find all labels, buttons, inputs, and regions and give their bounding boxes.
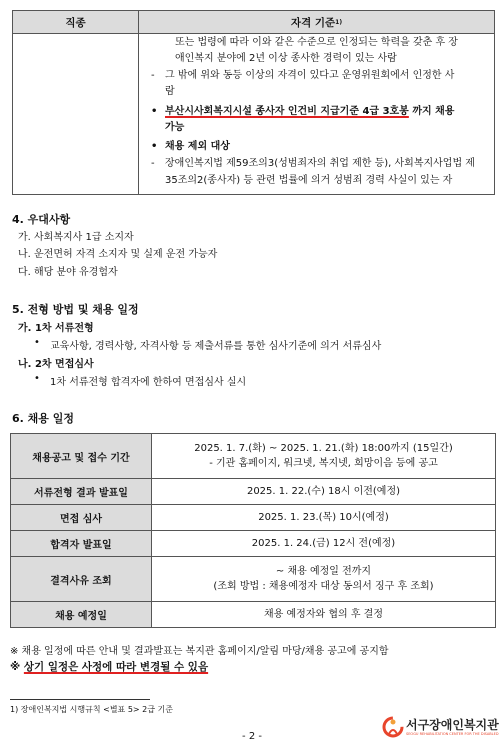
- bullet-icon: •: [34, 373, 40, 384]
- bullet-icon: •: [151, 141, 158, 152]
- schedule-label: 채용 예정일: [11, 602, 152, 627]
- footnote-divider: [10, 699, 150, 700]
- job-type-cell: [13, 34, 139, 194]
- criteria-line: 애인복지 분야에 2년 이상 종사한 경력이 있는 사람: [175, 53, 397, 64]
- schedule-label: 결격사유 조회: [11, 557, 152, 601]
- center-logo-name: 서구장애인복지관: [406, 718, 499, 732]
- schedule-change-note: ※ 상기 일정은 사정에 따라 변경될 수 있음: [10, 661, 209, 673]
- salary-criteria: 부산시사회복지시설 종사자 인건비 지급기준 4급 3호봉 까지 채용: [165, 106, 455, 117]
- table-row: [11, 434, 495, 479]
- table-row: [11, 479, 495, 505]
- interview-title: 나. 2차 면접심사: [18, 359, 94, 370]
- schedule-value: 2025. 1. 22.(수) 18시 이전(예정): [246, 486, 401, 497]
- salary-criteria-cont: 가능: [165, 122, 185, 133]
- qualification-table-body: [13, 34, 494, 194]
- header-criteria: 자격 기준 1): [290, 16, 343, 29]
- dash-marker: -: [151, 158, 155, 169]
- schedule-value: 2025. 1. 24.(금) 12시 전(예정): [251, 538, 396, 549]
- header-job-type: 직종: [13, 11, 139, 33]
- center-logo-subtitle: SEOGU REHABILITATION CENTER FOR THE DISABLED: [406, 732, 499, 736]
- criteria-cell: [139, 34, 494, 194]
- footnote: 1) 장애인복지법 시행규칙 <별표 5> 2급 기준: [10, 705, 173, 714]
- table-row: [11, 505, 495, 531]
- interview-text: 1차 서류전형 합격자에 한하여 면접심사 실시: [50, 377, 247, 388]
- exclusion-line: 35조의2(종사자) 등 관련 법률에 의거 성범죄 경력 사실이 있는 자: [165, 175, 453, 186]
- footnote-ref: 1): [335, 18, 343, 26]
- preference-item: 가. 사회복지사 1급 소지자: [18, 232, 134, 243]
- schedule-table: [10, 433, 496, 628]
- criteria-line: 그 밖에 위와 동등 이상의 자격이 있다고 운영위원회에서 인정한 사: [165, 70, 455, 81]
- schedule-label: 면접 심사: [11, 505, 152, 530]
- schedule-label: 합격자 발표일: [11, 531, 152, 556]
- schedule-label: 채용공고 및 접수 기간: [11, 434, 152, 478]
- preference-item: 나. 운전면허 자격 소지자 및 실제 운전 가능자: [18, 249, 218, 260]
- table-row: [11, 602, 495, 627]
- schedule-value: 채용 예정자와 협의 후 결정: [264, 609, 383, 620]
- exclusion-title: 채용 제외 대상: [165, 141, 230, 152]
- document-screening-title: 가. 1차 서류전형: [18, 323, 94, 334]
- schedule-value: 2025. 1. 7.(화) ~ 2025. 1. 21.(화) 18:00까지 (15일간) - 기관 홈페이지, 워크넷, 복지넷, 희망이음 등에 공고: [194, 443, 453, 469]
- table-row: [11, 531, 495, 557]
- section4-title: 4. 우대사항: [12, 213, 71, 226]
- exclusion-line: 장애인복지법 제59조의3(성범죄자의 취업 제한 등), 사회복지사업법 제: [165, 158, 475, 169]
- section5-title: 5. 전형 방법 및 채용 일정: [12, 303, 139, 316]
- dash-marker: -: [151, 70, 155, 81]
- center-logo-icon: [382, 716, 404, 738]
- bullet-icon: •: [151, 106, 158, 117]
- schedule-value: 2025. 1. 23.(목) 10시(예정): [258, 512, 389, 523]
- preference-item: 다. 해당 분야 유경험자: [18, 267, 118, 278]
- criteria-line: 람: [165, 86, 175, 97]
- criteria-line: 또는 법령에 따라 이와 같은 수준으로 인정되는 학력을 갖춘 후 장: [175, 37, 458, 48]
- qualification-table: [12, 10, 495, 195]
- qualification-table-header: [13, 11, 494, 34]
- page-number: - 2 -: [242, 731, 262, 742]
- schedule-label: 서류전형 결과 발표일: [11, 479, 152, 504]
- schedule-value: ~ 채용 예정일 전까지 (조회 방법 : 채용예정자 대상 동의서 징구 후 조회): [213, 566, 434, 592]
- section6-title: 6. 채용 일정: [12, 412, 74, 425]
- table-row: [11, 557, 495, 602]
- schedule-note: ※ 채용 일정에 따른 안내 및 결과발표는 복지관 홈페이지/알림 마당/채용 공고에 공지함: [10, 646, 389, 657]
- bullet-icon: •: [34, 337, 40, 348]
- document-screening-text: 교육사항, 경력사항, 자격사항 등 제출서류를 통한 심사기준에 의거 서류심사: [50, 341, 382, 352]
